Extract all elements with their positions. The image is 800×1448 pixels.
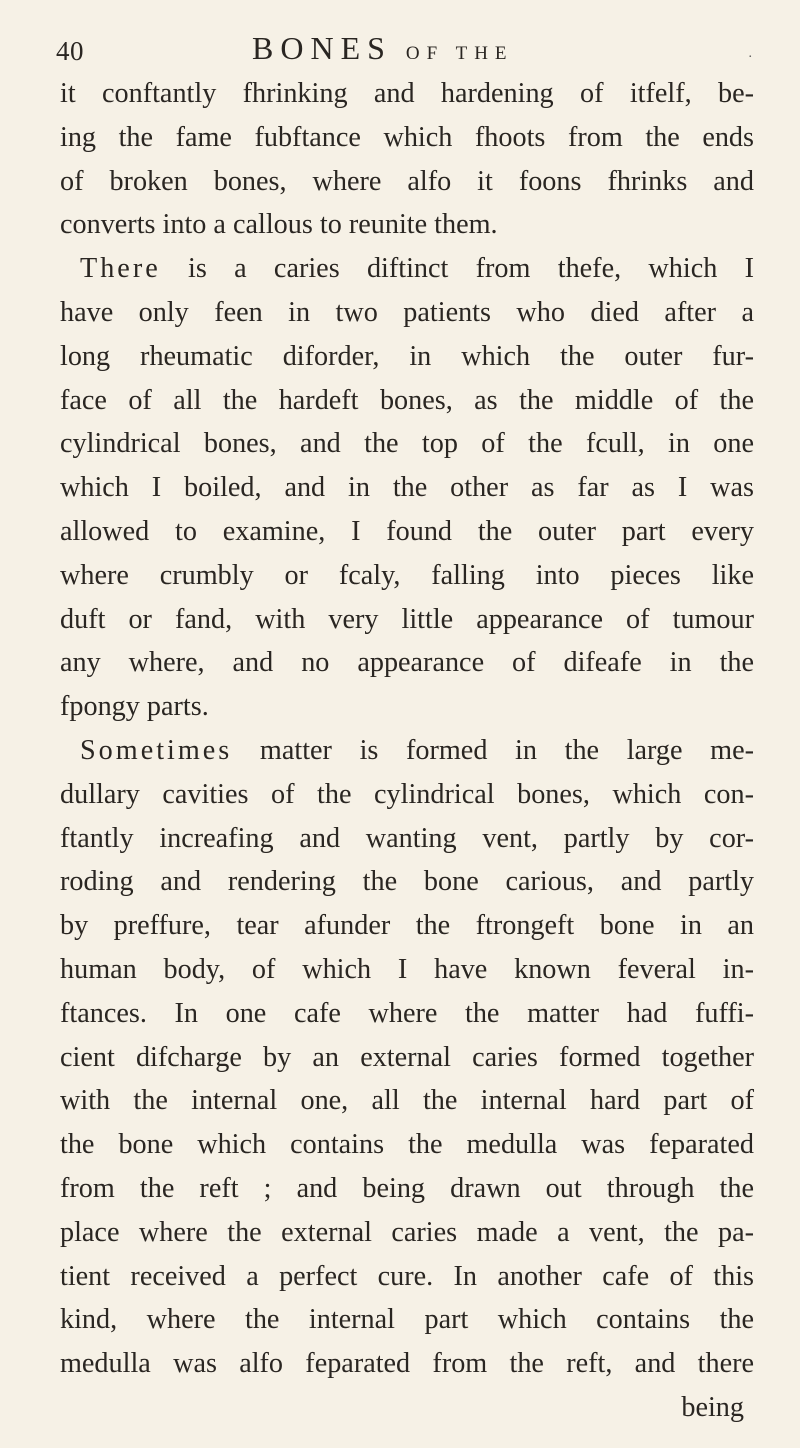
catchword: being [681,1391,744,1423]
paragraph-initial-word: Sometimes [80,734,233,766]
text-line: have only feen in two patients who died after a [60,296,754,328]
text-line: medulla was alfo feparated from the reft, and there [60,1348,754,1380]
text-line: tient received a perfect cure. In another cafe of this [60,1260,754,1292]
text-line: roding and rendering the bone carious, and partly [60,866,754,898]
paragraph-start-line: Sometimes matter is formed in the large me- [80,734,754,766]
text-line: fpongy parts. [60,691,209,723]
running-head [252,30,514,67]
text-line: cylindrical bones, and the top of the fcull, in one [60,428,754,460]
page-header [56,30,756,70]
text-line: which I boiled, and in the other as far as I was [60,472,754,504]
text-line: dullary cavities of the cylindrical bones, which con- [60,778,754,810]
page-number: 40 [56,36,84,66]
text-line: by preffure, tear afunder the ftrongeft bone in an [60,910,754,942]
text-line: any where, and no appearance of difeafe in the [60,647,754,679]
text-line: ing the fame fubftance which fhoots from the ends [60,121,754,153]
paragraph-start-line: There is a caries diftinct from thefe, which I [80,253,754,285]
text-line: duft or fand, with very little appearance of tumour [60,603,754,635]
text-line: cient difcharge by an external caries formed together [60,1041,754,1073]
running-head-sub: OF THE [405,43,514,64]
running-head-main: BONES [252,30,392,66]
body-text [60,72,754,1430]
text-line: from the reft ; and being drawn out through the [60,1172,754,1204]
text-line: ftances. In one cafe where the matter had fuffi- [60,997,754,1029]
paragraph-initial-word: There [80,253,161,285]
header-dot: . [748,46,752,61]
text-line: kind, where the internal part which contains the [60,1304,754,1336]
text-line: it conftantly fhrinking and hardening of itfelf, be- [60,78,754,109]
text-line: of broken bones, where alfo it foons fhrinks and [60,165,754,197]
text-line: allowed to examine, I found the outer part every [60,515,754,547]
text-line: ftantly increafing and wanting vent, partly by cor- [60,822,754,854]
text-line: long rheumatic diforder, in which the outer fur- [60,340,754,372]
text-line: the bone which contains the medulla was feparated [60,1129,754,1161]
text-line: where crumbly or fcaly, falling into pieces like [60,559,754,591]
text-line: converts into a callous to reunite them. [60,209,498,241]
text-line: face of all the hardeft bones, as the middle of the [60,384,754,416]
text-line: human body, of which I have known feveral in- [60,953,754,985]
text-line: with the internal one, all the internal hard part of [60,1085,754,1117]
text-line: place where the external caries made a vent, the pa- [60,1216,754,1248]
